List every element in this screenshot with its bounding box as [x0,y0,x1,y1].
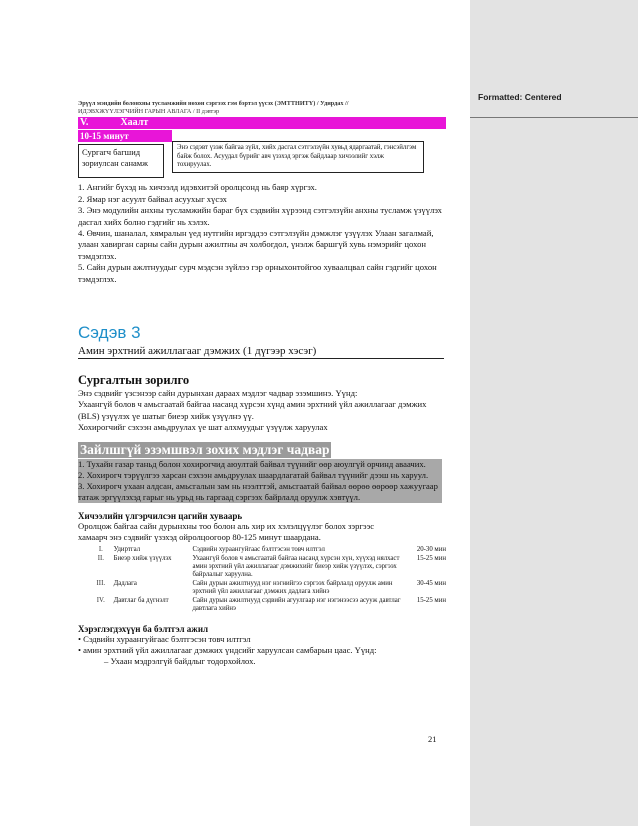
schedule-heading: Хичээлийн үлгэрчилсэн цагийн хуваарь [78,510,243,521]
list-item: 5. Сайн дурын ажлтнуудыг сурч мэдсэн зүйлээ гэр орныхонтойгоо хуваалцвал сайн гэдгийг цохон тэмдэглэх. [78,262,437,284]
skills-line: 3. Хохирогч ухаан алдсан, амьсгалын зам нь нээлттэй, амьсгаатай байвал өөрөө өөрөөр хажуугаар татаж эргүүлэхэд гарыг нь урьд нь гаргаад сэргээх байрлалд оруулж хэвтүүл. [78,480,438,502]
row-time: 15-25 мин [416,554,446,562]
materials-line: • Сэдвийн хураангуйгаас бэлтгэсэн товч илтгэл [78,633,251,644]
skills-line: 2. Хохирогч тэрүүлгээ харсан сэхээн амьдруулах шаардлагатай байвал түүнийг дээш нь харуул. [78,469,429,480]
page-number: 21 [428,734,437,744]
section-duration: 10-15 минут [78,130,172,142]
materials-line: • амин эрхтний үйл ажиллагааг дэмжих үндсийг харуулсан самбарын цаас. Үүнд: [78,644,377,655]
table-row [88,597,446,614]
comment-sidebar [470,0,638,826]
schedule-table [88,546,446,614]
row-number: III. [96,579,106,587]
page-content [78,100,446,668]
comment-connector-line [470,117,638,118]
row-time: 20-30 мин [416,545,446,553]
row-number: II. [97,554,104,562]
running-header [78,100,446,116]
note-row [78,144,446,182]
list-item: 4. Өвчин, шаналал, хямралын үед нутгийн иргэддээ сэтгэлзүйн дэмжлэг үзүүлэх Улаан загалмай, улаан хавирган сарны сайн дурын ажилтны ач холбогдол, үнэлж баршгүй хувь нэмэрийг цохон тэмдэглэх. [78,228,434,261]
row-activity: Давтлаг ба дүгнэлт [113,596,169,604]
comment-title[interactable]: Formatted: Centered [478,92,562,102]
list-item: 3. Энэ модулийн анхны тусламжийн бараг бүх сэдвийн хүрээнд сэтгэлзүйн анхны тусламж үзүүлэх дасгал хийх болно гэдгийг нь хэлэх. [78,205,442,227]
goal-line: Хохирогчийг сэхээн амьдруулах үе шат алхмуудыг үзүүлж харуулах [78,422,328,433]
materials-heading: Хэрэглэгдэхүүн ба бэлтгэл ажил [78,623,209,634]
materials-subline: – Ухаан мэдрэлгүй байдлыг тодорхойлох. [104,656,256,667]
row-description: Сайн дурын ажилтнууд нэг нэгнийгээ сэргээх байрлалд оруулж амин эрхтний үйл ажиллагааг дэмжих дадлага хийнэ [192,579,393,595]
skills-line: 1. Тухайн газар таньд болон хохирогчид аюултай байвал түүнийг өөр аюулгүй орчинд аваачих. [78,458,426,469]
closing-numbered-list [78,182,446,285]
info-note-box: Энэ сэдэвт үзэж байгаа зүйл, хийх дасгал сэтгэлзүйн хувьд ядаргаатай, гэнсэйлгэм байж болох. Асуудал бүрийг авч үзэхэд эргэж байдлаар хичээлийг хэлж тохируулах. [172,141,424,173]
row-activity: Биеэр хийж үзүүлэх [113,554,172,562]
skills-heading: Зайлшгүй эзэмшвэл зохих мэдлэг чадвар [80,441,330,457]
row-activity: Дадлага [113,579,137,587]
row-number: IV. [96,596,105,604]
section-title: Хаалт [120,117,149,129]
row-number: I. [98,545,103,553]
trainer-note-box: Сургагч багшид зориулсан санамж [78,144,164,178]
goal-line: Энэ сэдвийг үзсэнээр сайн дурынхан дараах мэдлэг чадвар эзэмшинэ. Үүнд: [78,388,358,399]
header-line-1: Эрүүл мэндийн болонхны тусламжийн нөхөн сэргээх гэм бэртэл үүсэх (ЭМТТНИТҮ) / Удирдах // [78,100,349,107]
topic-heading: Сэдэв 3 [78,323,141,343]
row-time: 30-45 мин [416,579,446,587]
list-item: 2. Ямар нэг асуулт байвал асуухыг хүсэх [78,193,227,204]
row-time: 15-25 мин [416,596,446,604]
row-description: Ухаангүй болов ч амьсгаатай байгаа насанд хүрсэн хүн, хүүхэд нялхаст амин эрхтний үйл ажиллагааг дэмжихийг биеэр хийж үзүүлэх, сэргээх байрлалыг харуулна. [192,554,400,578]
goal-heading: Сургалтын зорилго [78,373,190,388]
table-row [88,580,446,597]
row-activity: Удиртгал [113,545,141,553]
list-item: 1. Ангийг бүхэд нь хичээлд идэвхитэй оролцсонд нь баяр хүргэх. [78,182,317,193]
section-bar [78,117,446,129]
row-description: Сайн дурын ажилтнууд сэдвийн агуулгаар нэг нэгэнээсээ асууж давтлаг давтлага хийнэ [192,596,401,612]
schedule-intro: Оролцож байгаа сайн дурынхны тоо болон аль хир их хэлэлцүүлэг болох зэргээс [78,520,375,531]
section-label: V. [80,117,89,129]
table-row [88,546,446,555]
table-row [88,555,446,580]
schedule-intro: хамаарч энэ сэдвийг үзэхэд ойролцоогоор 80-125 минут шаардана. [78,532,321,543]
header-line-2: ИДЭВХЖҮҮЛЭГЧИЙН ГАРЫН АВЛАГА / II дэвтэр [78,108,220,116]
topic-subtitle: Амин эрхтний ажиллагааг дэмжих (1 дүгээр хэсэг) [78,345,444,359]
row-description: Сэдвийн хураангуйгаас бэлтгэсэн товч илтгэл [192,545,325,553]
goal-line: Ухаангүй болов ч амьсгаатай байгаа насанд хүрсэн хүнд амин эрхтний үйл ажиллагааг дэмжих (BLS) үзүүлэх үе шатыг биеэр хийж үзүүлнэ үү. [78,399,427,421]
skills-block [78,459,442,503]
